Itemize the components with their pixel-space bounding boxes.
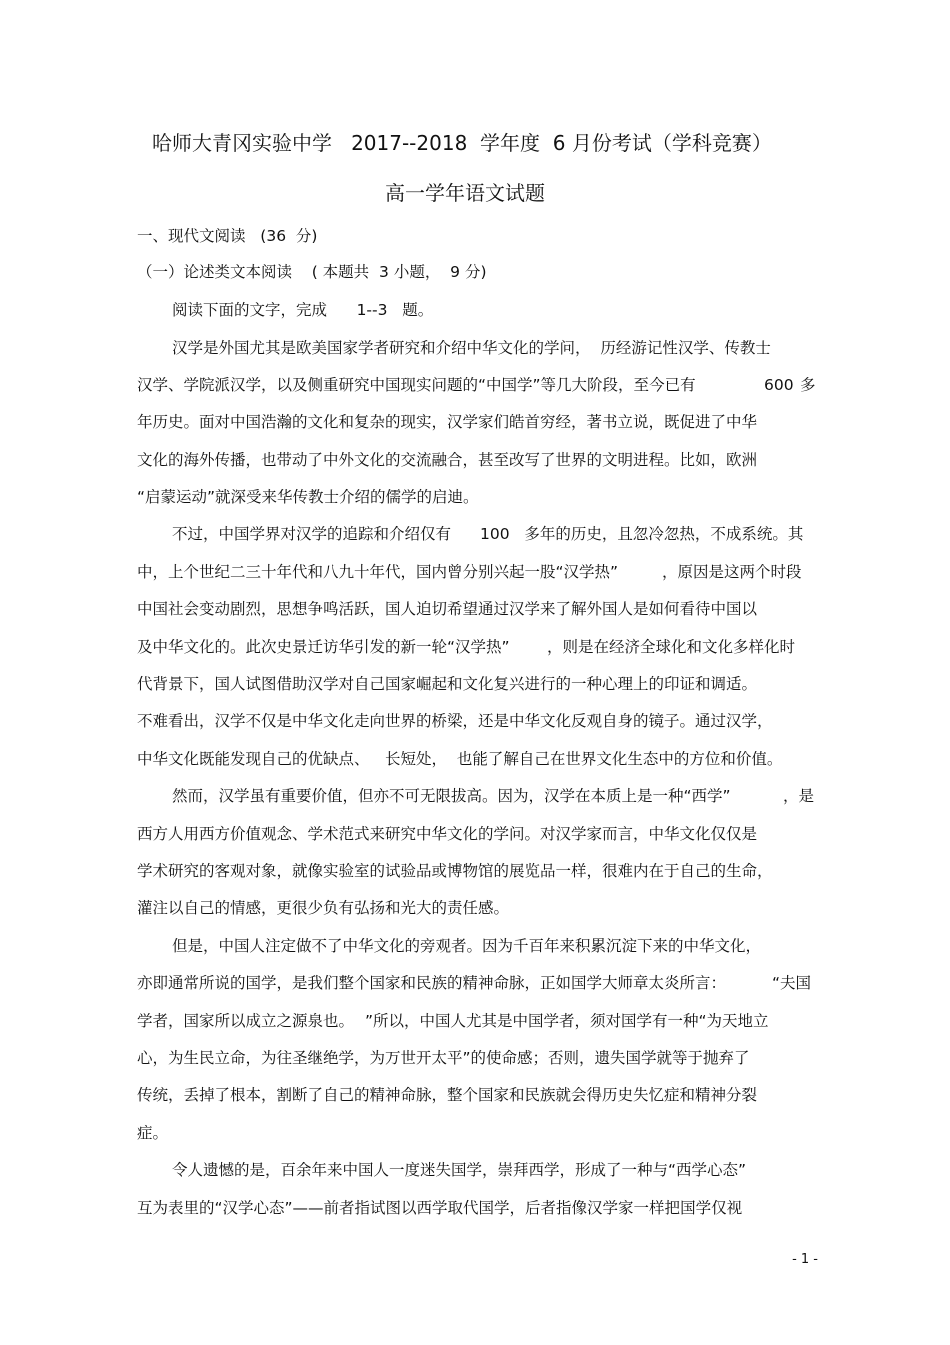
section-heading: 一、现代文阅读 (36 分) xyxy=(137,227,318,245)
paragraph-line: 长短处， 也能了解自己在世界文化生态中的方位和价值。 xyxy=(385,750,783,768)
paragraph-line: 不过，中国学界对汉学的追踪和介绍仅有 xyxy=(172,525,452,543)
paragraph-line: 中华文化既能发现自己的优缺点、 xyxy=(137,750,370,768)
paragraph-line: ”所以，中国人尤其是中国学者，须对国学有一种“为天地立 xyxy=(365,1012,769,1030)
paragraph-line: 600 xyxy=(764,376,794,394)
paragraph-line: 学术研究的客观对象，就像实验室的试验品或博物馆的展览品一样，很难内在于自己的生命， xyxy=(137,862,773,880)
paragraph-line: 心，为生民立命，为往圣继绝学，为万世开太平”的使命感；否则，遗失国学就等于抛弃了 xyxy=(137,1049,750,1067)
paragraph-line: 灌注以自己的情感，更很少负有弘扬和光大的责任感。 xyxy=(137,899,510,917)
paragraph-line: 文化的海外传播，也带动了中外文化的交流融合，甚至改写了世界的文明进程。比如，欧洲 xyxy=(137,451,758,469)
paragraph-line: ，则是在经济全球化和文化多样化时 xyxy=(547,638,796,656)
page-number: - 1 - xyxy=(792,1252,818,1267)
paragraph-line: 中，上个世纪二三十年代和八九十年代，国内曾分别兴起一股“汉学热” xyxy=(137,563,619,581)
paragraph-line: 100 多年的历史，且忽冷忽热，不成系统。其 xyxy=(480,525,804,543)
paragraph-line: 代背景下，国人试图借助汉学对自己国家崛起和文化复兴进行的一种心理上的印证和调适。 xyxy=(137,675,758,693)
paragraph-line: 令人遗憾的是，百余年来中国人一度迷失国学，崇拜西学，形成了一种与“西学心态” xyxy=(172,1161,747,1179)
paragraph-line: 互为表里的“汉学心态”——前者指试图以西学取代国学，后者指像汉学家一样把国学仅视 xyxy=(137,1199,743,1217)
paragraph-line: “夫国 xyxy=(772,974,812,992)
exam-title: 哈师大青冈实验中学 2017--2018 学年度 6 月份考试（学科竞赛） xyxy=(152,131,772,155)
paragraph-line: 汉学是外国尤其是欧美国家学者研究和介绍中华文化的学问， 历经游记性汉学、传教士 xyxy=(172,339,771,357)
paragraph-line: ，是 xyxy=(783,787,815,805)
paragraph-line: 然而，汉学虽有重要价值，但亦不可无限拔高。因为，汉学在本质上是一种“西学” xyxy=(172,787,731,805)
paragraph-line: 汉学、学院派汉学，以及侧重研究中国现实问题的“中国学”等几大阶段，至今已有 xyxy=(137,376,696,394)
paragraph-line: 不难看出，汉学不仅是中华文化走向世界的桥梁，还是中华文化反观自身的镜子。通过汉学， xyxy=(137,712,773,730)
paragraph-line: ，原因是这两个时段 xyxy=(662,563,802,581)
paragraph-line: 及中华文化的。此次史景迁访华引发的新一轮“汉学热” xyxy=(137,638,510,656)
paragraph-line: 症。 xyxy=(137,1124,169,1142)
paragraph-line: 学者，国家所以成立之源泉也。 xyxy=(137,1012,355,1030)
paragraph-line: 传统，丢掉了根本，割断了自己的精神命脉，整个国家和民族就会得历史失忆症和精神分裂 xyxy=(137,1086,758,1104)
paragraph-line: 多 xyxy=(800,376,816,394)
sub-heading: （一）论述类文本阅读 ( 本题共 3 小题， 9 分) xyxy=(137,263,487,281)
paragraph-line: 西方人用西方价值观念、学术范式来研究中华文化的学问。对汉学家而言，中华文化仅仅是 xyxy=(137,825,758,843)
paragraph-line: 年历史。面对中国浩瀚的文化和复杂的现实，汉学家们皓首穷经，著书立说，既促进了中华 xyxy=(137,413,758,431)
paragraph-line: 中国社会变动剧烈，思想争鸣活跃，国人迫切希望通过汉学来了解外国人是如何看待中国以 xyxy=(137,600,758,618)
paragraph-line: 但是，中国人注定做不了中华文化的旁观者。因为千百年来积累沉淀下来的中华文化， xyxy=(172,937,762,955)
instruction: 阅读下面的文字，完成 1--3 题。 xyxy=(172,301,434,319)
paper-title: 高一学年语文试题 xyxy=(385,181,545,205)
paragraph-line: 亦即通常所说的国学，是我们整个国家和民族的精神命脉，正如国学大师章太炎所言： xyxy=(137,974,727,992)
paragraph-line: “启蒙运动”就深受来华传教士介绍的儒学的启迪。 xyxy=(137,488,479,506)
